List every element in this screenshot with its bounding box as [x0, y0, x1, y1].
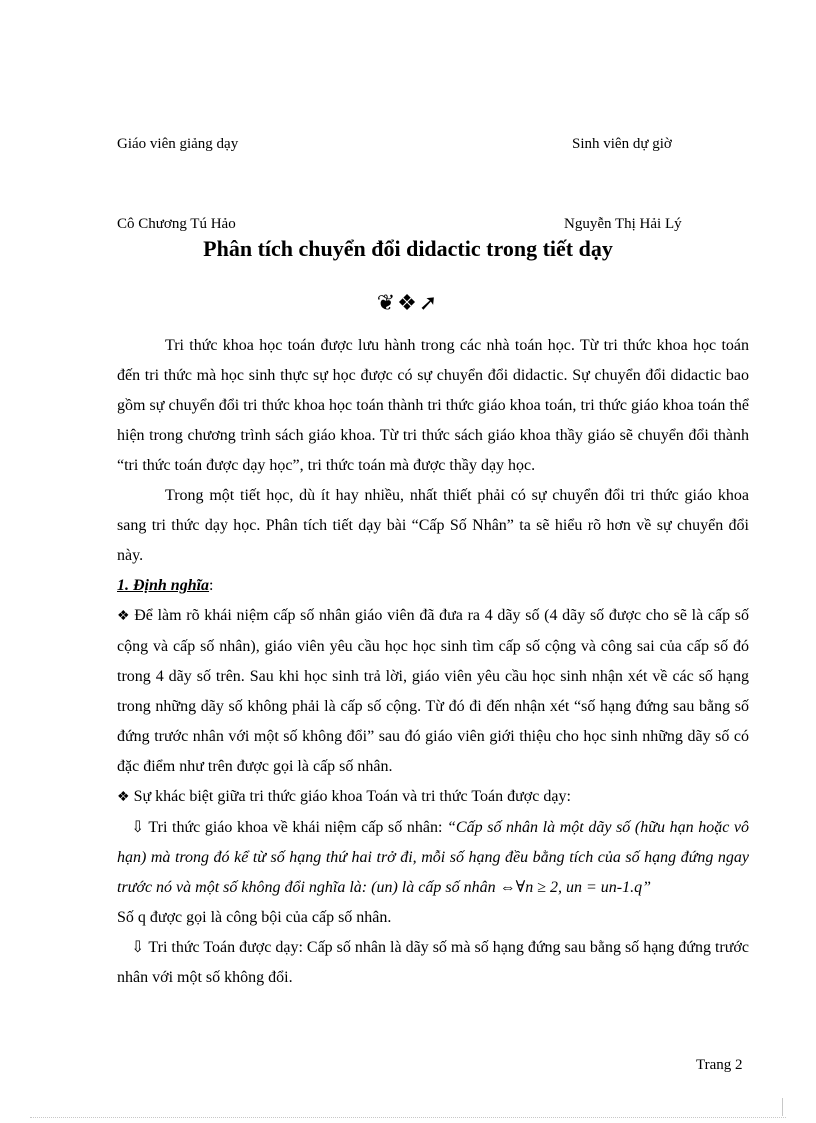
left-signer-name: Cô Chương Tú Hảo [117, 216, 236, 232]
ratio-note: Số q được gọi là công bội của cấp số nhân. [117, 909, 392, 926]
down-arrow-icon: ⇩ [131, 939, 145, 956]
definition-formula: (un) là cấp số nhân ⇔∀n ≥ 2, un = un-1.q” [371, 879, 652, 896]
bullet-text: Để làm rõ khái niệm cấp số nhân giáo viên đã đưa ra 4 dãy số (4 dãy số được cho sẽ là cấp số cộng và cấp số nhân), giáo viên yêu cầu học học sinh tìm cấp số cộng và công sai của cấp số đó trong 4 dãy số trên. Sau khi học sinh trả lời, giáo viên yêu cầu học sinh nhận xét về các số hạng trong những dãy số không phải là cấp số cộng. Từ đó đi đến nhận xét “số hạng đứng sau bằng số đứng trước nhân với một số không đổi” sau đó giáo viên giới thiệu cho học sinh những dãy số có đặc điểm như trên được gọi là cấp số nhân. [117, 607, 749, 775]
document-title: Phân tích chuyển đổi didactic trong tiết dạy [203, 236, 613, 261]
section-heading [117, 571, 749, 601]
sub-item-intro: Tri thức giáo khoa về khái niệm cấp số nhân: [148, 819, 448, 836]
right-signer-name: Nguyễn Thị Hải Lý [564, 216, 682, 232]
sub-item [117, 933, 749, 993]
left-role: Giáo viên giảng dạy [117, 136, 239, 152]
sub-item-text: Tri thức Toán được dạy: Cấp số nhân là dãy số mà số hạng đứng sau bằng số hạng đứng trước nhân với một số không đổi. [117, 939, 749, 986]
sub-item [117, 813, 749, 903]
page-number: Trang 2 [696, 1057, 743, 1073]
ornament-icon: ❦❖➚ [376, 290, 440, 315]
intro-paragraph: Tri thức khoa học toán được lưu hành trong các nhà toán học. Từ tri thức khoa học toán đến tri thức mà học sinh thực sự học được có sự chuyển đổi didactic. Sự chuyển đổi didactic bao gồm sự chuyển đổi tri thức khoa học toán thành tri thức giáo khoa toán, tri thức giáo khoa toán thể hiện trong chương trình sách giáo khoa. Từ tri thức sách giáo khoa thầy giáo sẽ chuyển đổi thành “tri thức toán được dạy học”, tri thức toán mà được thầy dạy học. [117, 337, 749, 474]
down-arrow-icon: ⇩ [131, 819, 145, 836]
bullet-item [117, 601, 749, 782]
page-corner-mark [782, 1098, 783, 1116]
second-paragraph: Trong một tiết học, dù ít hay nhiều, nhất thiết phải có sự chuyển đổi tri thức giáo khoa sang tri thức dạy học. Phân tích tiết dạy bài “Cấp Số Nhân” ta sẽ hiểu rõ hơn về sự chuyển đổi này. [117, 487, 749, 564]
section-heading-colon: : [209, 577, 214, 594]
bullet-item [117, 782, 749, 813]
diamond-bullet-icon: ❖ [117, 790, 130, 805]
bullet-text: Sự khác biệt giữa tri thức giáo khoa Toán và tri thức Toán được dạy: [133, 788, 571, 805]
section-heading-text: 1. Định nghĩa [117, 577, 210, 594]
document-body [117, 331, 749, 993]
definition-quote: “Cấp số nhân là một dãy số (hữu hạn hoặc vô hạn) mà trong đó kể từ số hạng thứ hai trở đi, mỗi số hạng đều bằng tích của số hạng đứng ngay trước nó và một số không đổi nghĩa là: [117, 819, 750, 896]
diamond-bullet-icon: ❖ [117, 609, 131, 624]
right-role: Sinh viên dự giờ [572, 136, 672, 152]
page-bottom-divider [30, 1117, 786, 1118]
